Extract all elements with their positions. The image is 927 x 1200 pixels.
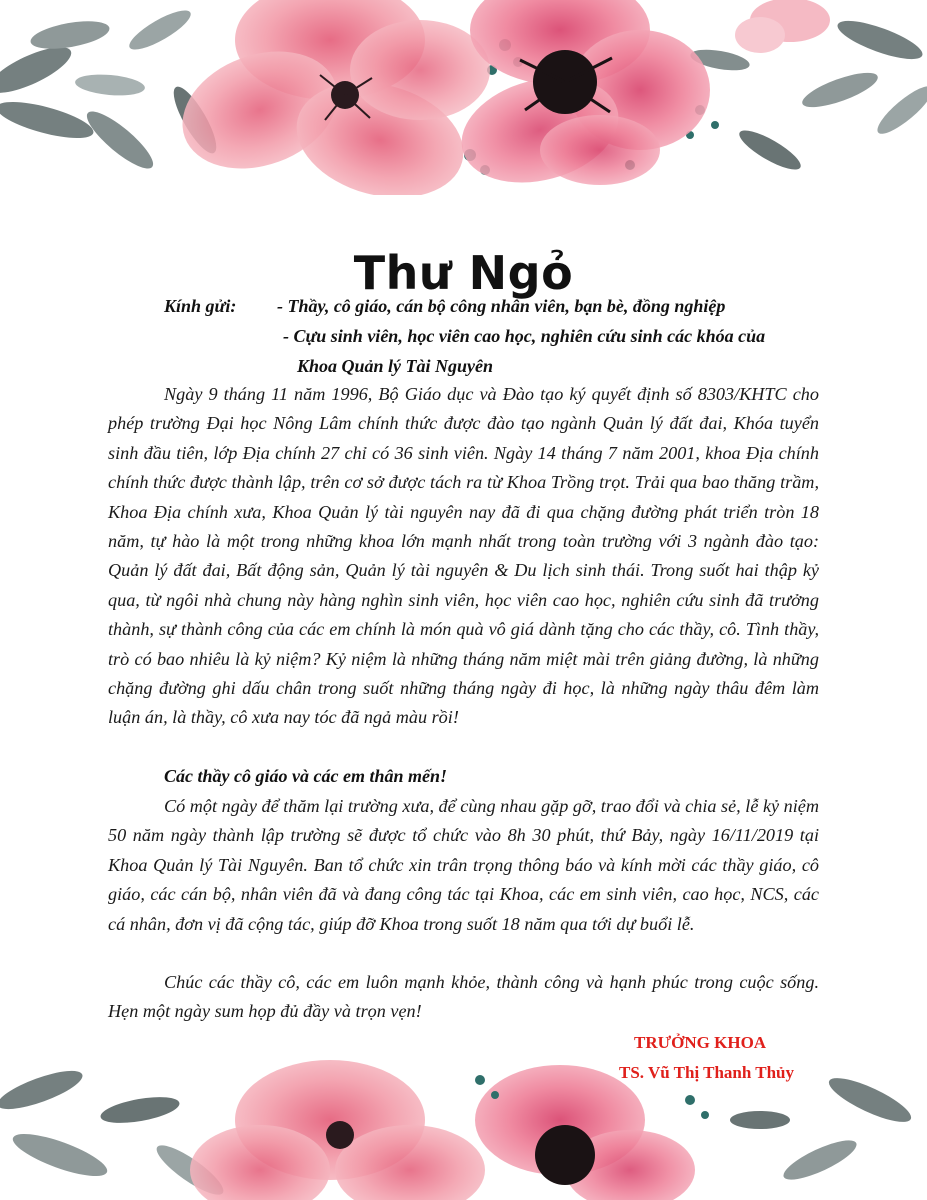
body-paragraph-2 (108, 792, 819, 939)
letter-title: Thư Ngỏ (353, 245, 574, 300)
flower-small-right (735, 0, 830, 53)
signer-title: TRƯỞNG KHOA (634, 1033, 767, 1052)
leaf-cluster-left (0, 4, 224, 176)
salutation: Kính gửi: (164, 296, 237, 316)
body-paragraph-1 (108, 380, 819, 733)
floral-border-top (0, 0, 927, 195)
flower-large-left (166, 0, 490, 195)
flower-large-right-bottom (475, 1065, 695, 1200)
flower-large-left-bottom (190, 1060, 485, 1200)
body-paragraph-3 (108, 968, 819, 1027)
recipient-line-1: - Thầy, cô giáo, cán bộ công nhân viên, bạn bè, đồng nghiệp (277, 296, 726, 316)
paragraph-text: Chúc các thầy cô, các em luôn mạnh khỏe, thành công và hạnh phúc trong cuộc sống. Hẹn một ngày sum họp đủ đầy và trọn vẹn! (108, 972, 819, 1022)
flower-large-right (450, 0, 710, 195)
paragraph-text: Ngày 9 tháng 11 năm 1996, Bộ Giáo dục và Đào tạo ký quyết định số 8303/KHTC cho phép trường Đại học Nông Lâm chính thức được đào tạo ngành Quản lý đất đai, Khóa tuyển sinh đầu tiên, lớp Địa chính 27 chỉ có 36 sinh viên. Ngày 14 tháng 7 năm 2001, khoa Địa chính chính thức được thành lập, trên cơ sở được tách ra từ Khoa Trồng trọt. Trải qua bao thăng trầm, Khoa Địa chính xưa, Khoa Quản lý tài nguyên nay đã đi qua chặng đường phát triển tròn 18 năm, tự hào là một trong những khoa lớn mạnh nhất trong toàn trường với 3 ngành đào tạo: Quản lý đất đai, Bất động sản, Quản lý tài nguyên & Du lịch sinh thái. Trong suốt hai thập kỷ qua, từ ngôi nhà chung này hàng nghìn sinh viên, học viên cao học, nghiên cứu sinh đã trưởng thành, sự thành công của các em chính là món quà vô giá dành tặng cho các thầy, cô. Tình thầy, trò có bao nhiêu là kỷ niệm? Kỷ niệm là những tháng năm miệt mài trên giảng đường, là những chặng đường ghi dấu chân trong suốt những tháng ngày đi học, là những ngày thâu đêm làm luận án, là thầy, cô xưa nay tóc đã ngả màu rồi! (108, 384, 819, 728)
greeting: Các thầy cô giáo và các em thân mến! (164, 766, 447, 786)
signer-name: TS. Vũ Thị Thanh Thủy (619, 1063, 795, 1082)
paragraph-text: Có một ngày để thăm lại trường xưa, để cùng nhau gặp gỡ, trao đổi và chia sẻ, lễ kỷ niệm 50 năm ngày thành lập trường sẽ được tổ chức vào 8h 30 phút, thứ Bảy, ngày 16/11/2019 tại Khoa Quản lý Tài Nguyên. Ban tổ chức xin trân trọng thông báo và kính mời các thầy giáo, cô giáo, các cán bộ, nhân viên đã và đang công tác tại Khoa, các em sinh viên, cao học, NCS, các cá nhân, đơn vị đã cộng tác, giúp đỡ Khoa trong suốt 18 năm qua tới dự buổi lễ. (108, 796, 819, 934)
recipient-line-2: - Cựu sinh viên, học viên cao học, nghiên cứu sinh các khóa của (283, 326, 766, 346)
recipient-line-3: Khoa Quản lý Tài Nguyên (297, 356, 494, 376)
leaf-cluster-right-bottom (730, 1070, 916, 1187)
